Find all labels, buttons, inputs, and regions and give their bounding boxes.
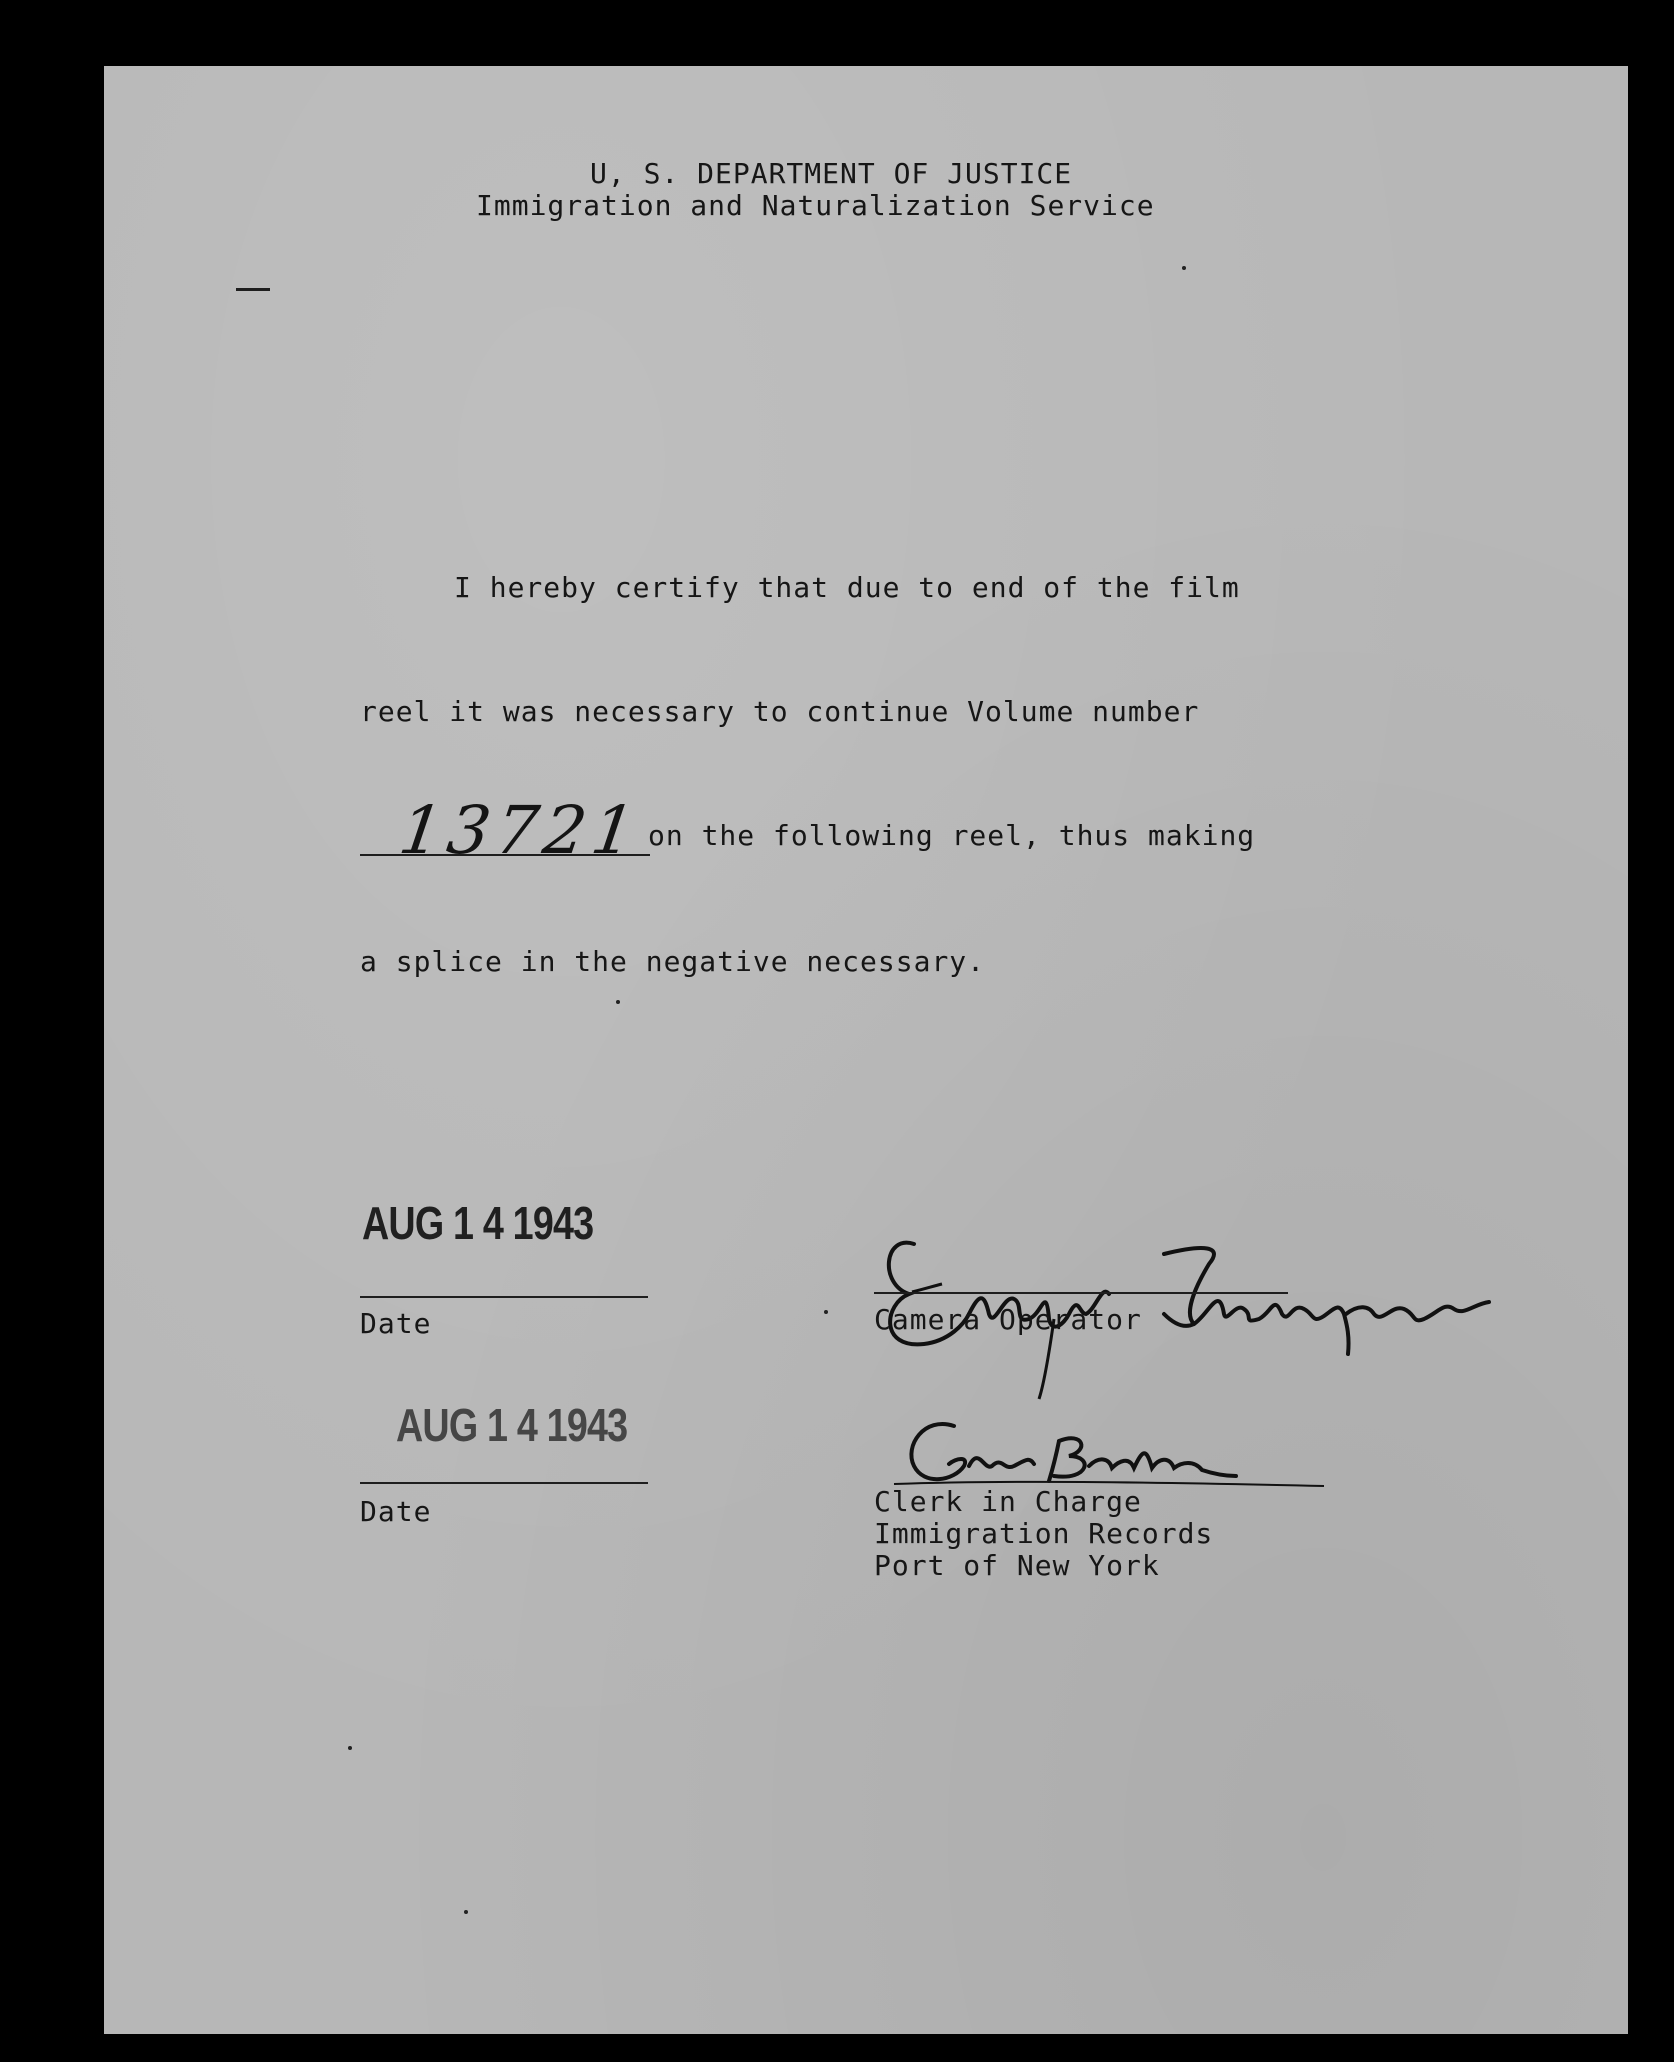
header-service: Immigration and Naturalization Service [476,189,1155,222]
speck [1182,266,1186,270]
certification-line-3: on the following reel, thus making [648,819,1256,852]
date-line-2 [360,1482,648,1484]
certification-line-2: reel it was necessary to continue Volume number [360,695,1200,728]
margin-mark [236,288,270,291]
clerk-label-2: Immigration Records [874,1517,1214,1550]
clerk-label-3: Port of New York [874,1549,1160,1582]
speck [348,1746,352,1750]
document-page [104,66,1628,2034]
clerk-label-1: Clerk in Charge [874,1485,1142,1518]
camera-operator-line [874,1292,1288,1294]
date-line-1 [360,1296,648,1298]
camera-operator-label: Camera Operator [874,1303,1142,1336]
speck [464,1910,468,1914]
date-label-1: Date [360,1307,432,1340]
header-department: U, S. DEPARTMENT OF JUSTICE [590,157,1073,190]
certification-line-1: I hereby certify that due to end of the film [454,571,1240,604]
date-stamp-1: AUG 1 4 1943 [362,1197,594,1249]
speck [824,1310,828,1314]
volume-number: 13721 [394,792,646,869]
date-label-2: Date [360,1495,432,1528]
speck [616,1000,620,1004]
volume-number-line [360,854,650,856]
date-stamp-2: AUG 1 4 1943 [396,1399,628,1451]
camera-operator-signature [864,1174,1584,1374]
certification-line-4: a splice in the negative necessary. [360,945,986,978]
